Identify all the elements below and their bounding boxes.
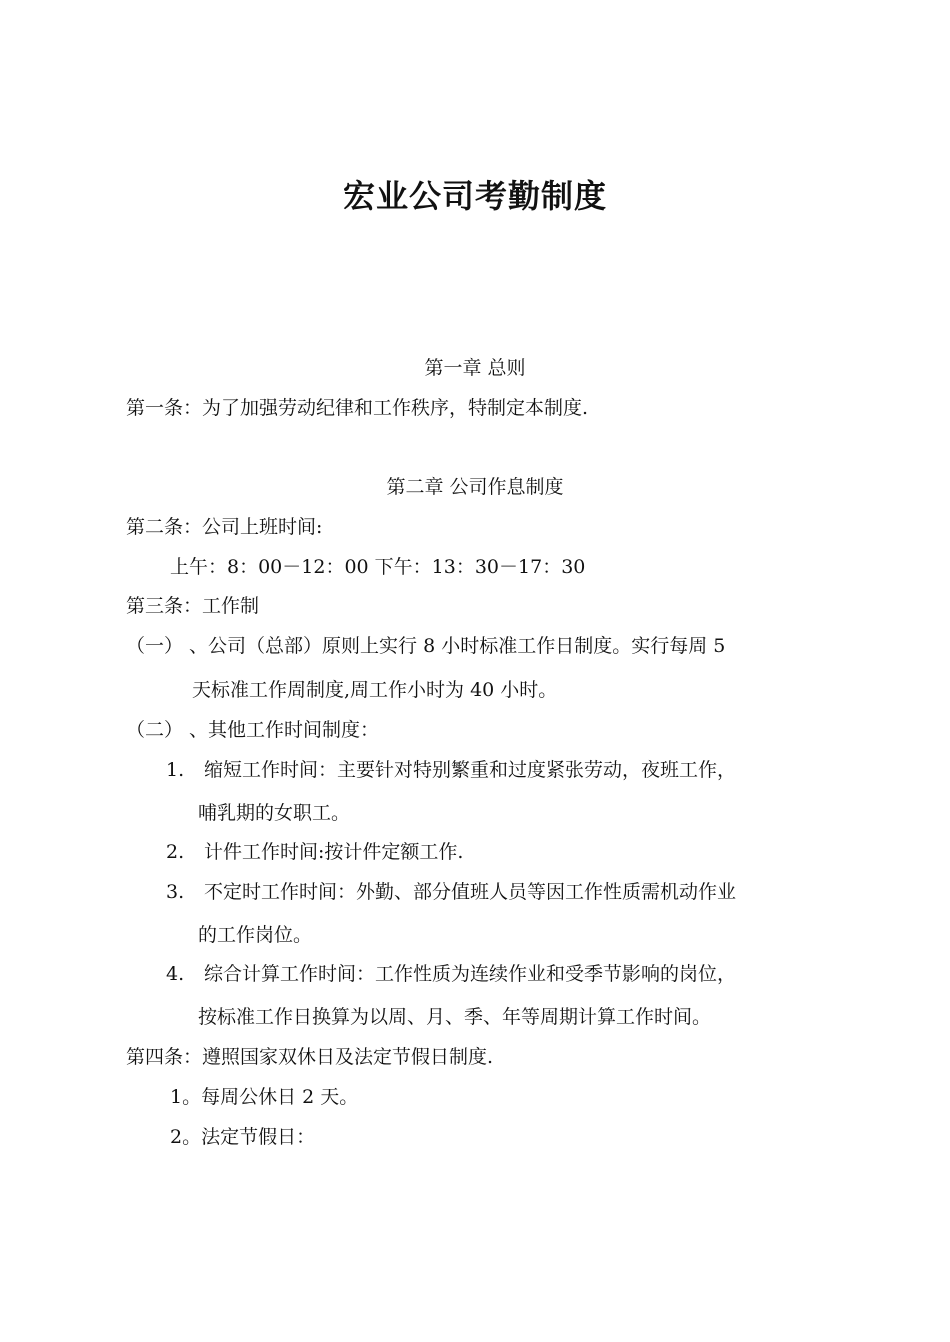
article-4-item-1: 1。每周公休日 2 天。 <box>170 1086 359 1108</box>
article-3-item-1-line-2: 天标准工作周制度,周工作小时为 40 小时。 <box>192 679 558 701</box>
sub-item-number: 2. <box>166 841 185 863</box>
sub-item-4-line-1: 综合计算工作时间：工作性质为连续作业和受季节影响的岗位， <box>204 963 737 985</box>
article-3-item-1-line-1: （一） 、公司（总部）原则上实行 8 小时标准工作日制度。实行每周 5 <box>126 635 726 657</box>
sub-item-2-line-1: 计件工作时间:按计件定额工作. <box>204 841 464 863</box>
article-3-label: 第三条：工作制 <box>126 595 260 617</box>
sub-item-1-line-1: 缩短工作时间：主要针对特别繁重和过度紧张劳动，夜班工作， <box>204 759 737 781</box>
working-hours: 上午：8：00－12：00 下午：13：30－17：30 <box>170 556 586 578</box>
article-4-item-2: 2。法定节假日： <box>170 1126 316 1148</box>
sub-item-3-line-2: 的工作岗位。 <box>198 924 313 946</box>
sub-item-4-line-2: 按标准工作日换算为以周、月、季、年等周期计算工作时间。 <box>198 1006 712 1028</box>
sub-item-number: 1. <box>166 759 185 781</box>
article-1: 第一条：为了加强劳动纪律和工作秩序，特制定本制度. <box>126 397 589 419</box>
sub-item-3-line-1: 不定时工作时间：外勤、部分值班人员等因工作性质需机动作业 <box>204 881 737 903</box>
article-3-item-2: （二） 、其他工作时间制度： <box>126 719 380 741</box>
sub-item-number: 4. <box>166 963 185 985</box>
article-2-label: 第二条：公司上班时间: <box>126 516 323 538</box>
chapter-2-heading: 第二章 公司作息制度 <box>386 476 564 498</box>
article-4-label: 第四条：遵照国家双休日及法定节假日制度. <box>126 1046 494 1068</box>
chapter-1-heading: 第一章 总则 <box>424 357 526 379</box>
sub-item-1-line-2: 哺乳期的女职工。 <box>198 802 351 824</box>
sub-item-number: 3. <box>166 881 185 903</box>
document-title: 宏业公司考勤制度 <box>342 177 607 215</box>
